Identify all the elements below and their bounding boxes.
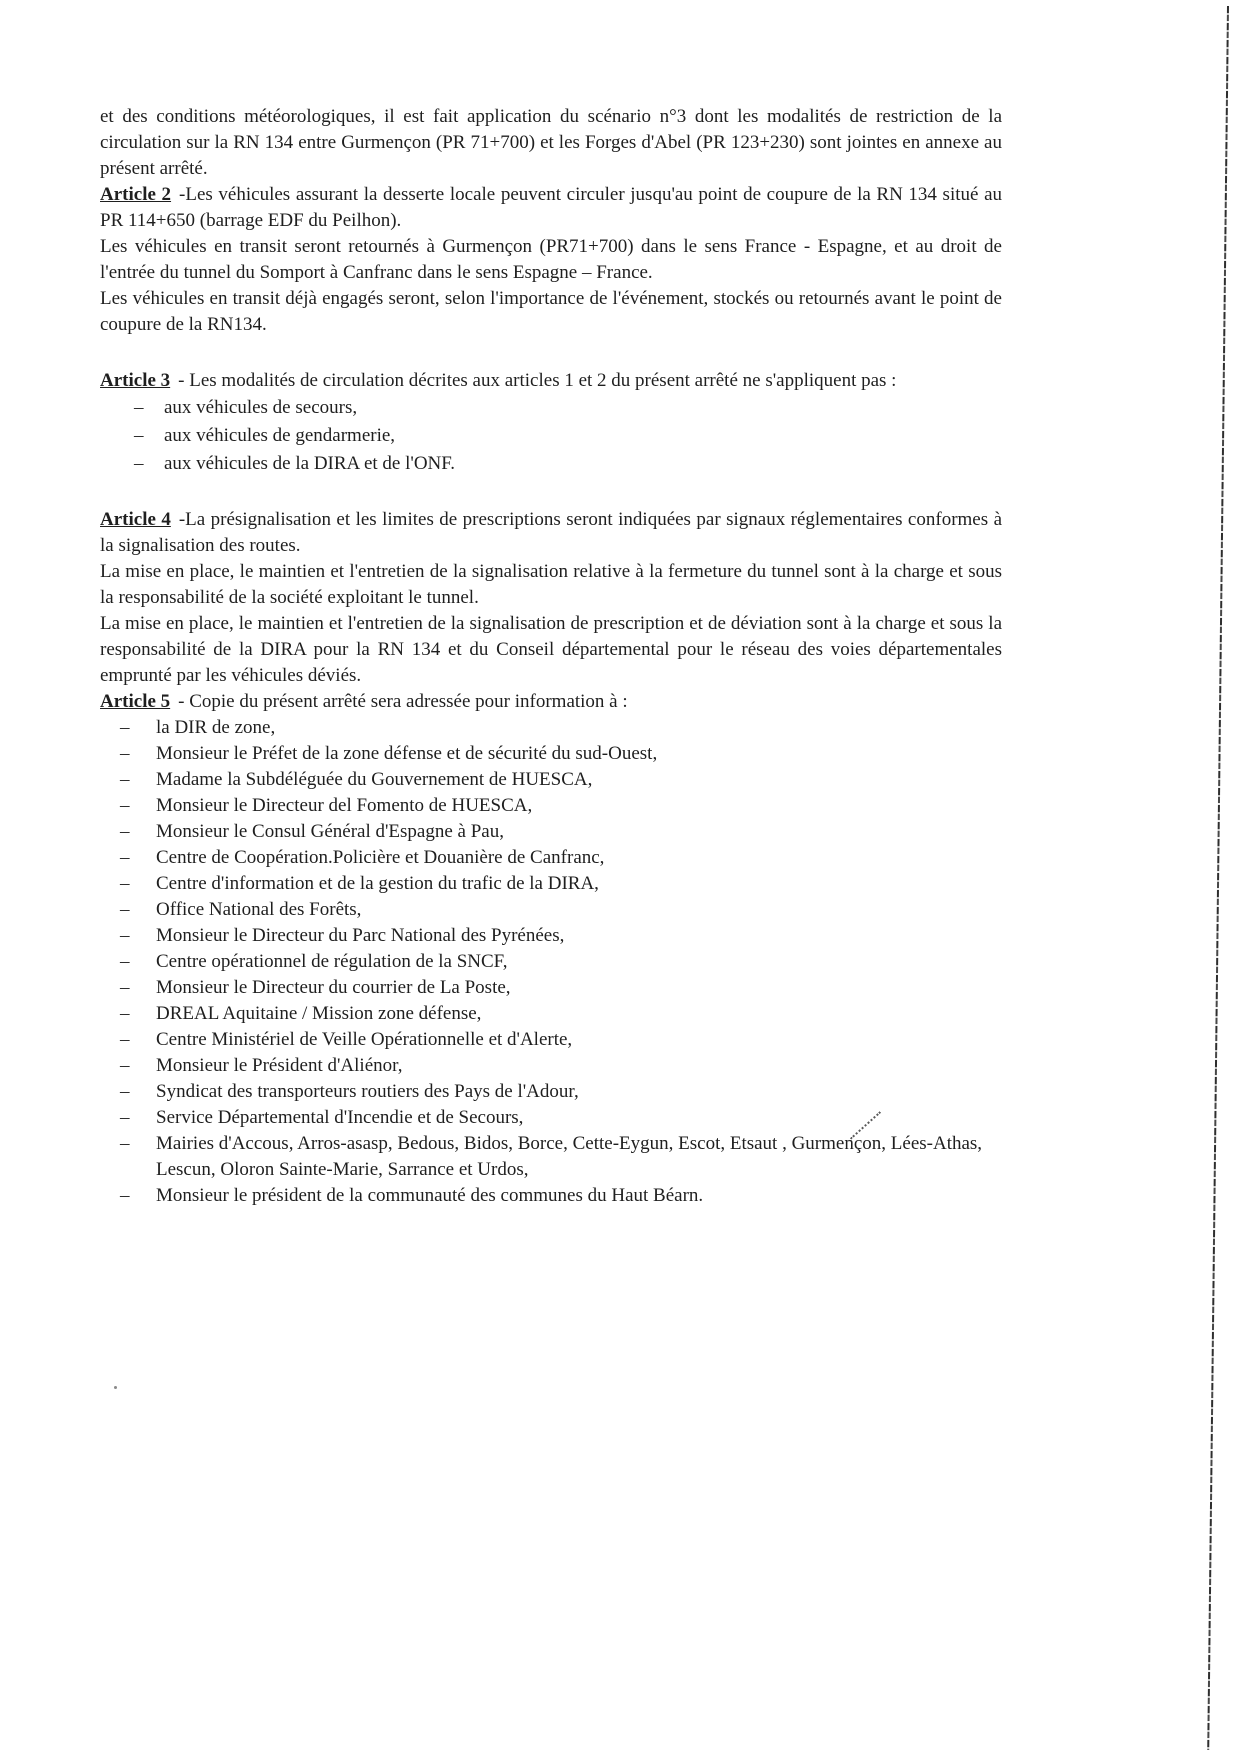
list-dash: – (120, 951, 130, 972)
scan-artifact-dot (114, 1386, 117, 1389)
list-dash: – (120, 717, 130, 738)
article-5-list (100, 715, 1002, 1209)
list-item-text: Office National des Forêts, (156, 899, 362, 920)
article-5-lead-paragraph (100, 689, 1002, 715)
list-item-text: Centre de Coopération.Policière et Douanière de Canfranc, (156, 847, 605, 868)
list-item-text: aux véhicules de gendarmerie, (164, 425, 396, 446)
list-dash: – (120, 1185, 130, 1206)
article-4-paragraph-1: La mise en place, le maintien et l'entretien de la signalisation relative à la fermeture du tunnel sont à la charge et sous la responsabilité de la société exploitant le tunnel. (100, 561, 1002, 608)
list-item (100, 741, 1002, 767)
article-2-paragraph-1: Les véhicules en transit seront retournés à Gurmençon (PR71+700) dans le sens France - Espagne, et au droit de l'entrée du tunnel du Somport à Canfranc dans le sens Espagne – France. (100, 236, 1002, 283)
article-2-section (100, 182, 1002, 338)
list-item-text: Monsieur le président de la communauté des communes du Haut Béarn. (156, 1185, 704, 1206)
list-dash: – (120, 743, 130, 764)
list-dash: – (120, 795, 130, 816)
list-item (100, 1131, 1002, 1183)
list-dash: – (134, 397, 144, 418)
list-dash: – (120, 1003, 130, 1024)
list-dash: – (120, 1107, 130, 1128)
list-dash: – (120, 977, 130, 998)
list-item-text: aux véhicules de secours, (164, 397, 358, 418)
list-dash: – (120, 925, 130, 946)
list-item (100, 1053, 1002, 1079)
article-5-lead-text: - Copie du présent arrêté sera adressée pour information à : (178, 691, 628, 712)
article-4-lead-text: -La présignalisation et les limites de prescriptions seront indiquées par signaux réglementaires conformes à la signalisation des routes. (100, 509, 1002, 556)
list-item (100, 423, 1002, 449)
list-item (100, 975, 1002, 1001)
list-item-text: Monsieur le Consul Général d'Espagne à Pau, (156, 821, 504, 842)
list-item (100, 767, 1002, 793)
list-dash: – (134, 453, 144, 474)
list-dash: – (120, 769, 130, 790)
list-item (100, 451, 1002, 477)
intro-paragraph: et des conditions météorologiques, il est fait application du scénario n°3 dont les modalités de restriction de la circulation sur la RN 134 entre Gurmençon (PR 71+700) et les Forges d'Abel (PR 123+230) sont jointes en annexe au présent arrêté. (100, 106, 1002, 179)
list-item (100, 1183, 1002, 1209)
list-item (100, 715, 1002, 741)
list-item (100, 845, 1002, 871)
list-item-text: aux véhicules de la DIRA et de l'ONF. (164, 453, 456, 474)
list-item-text: Centre Ministériel de Veille Opérationnelle et d'Alerte, (156, 1029, 573, 1050)
list-item (100, 949, 1002, 975)
list-item (100, 923, 1002, 949)
article-3-section (100, 368, 1002, 477)
list-dash: – (120, 821, 130, 842)
list-item-text: Monsieur le Préfet de la zone défense et de sécurité du sud-Ouest, (156, 743, 658, 764)
list-item (100, 395, 1002, 421)
list-item-text: Monsieur le Directeur du Parc National des Pyrénées, (156, 925, 565, 946)
list-item (100, 819, 1002, 845)
list-item-text: Syndicat des transporteurs routiers des Pays de l'Adour, (156, 1081, 579, 1102)
article-2-lead-paragraph (100, 182, 1002, 234)
article-2-heading: Article 2 (100, 184, 172, 205)
list-dash: – (120, 873, 130, 894)
list-item-text: DREAL Aquitaine / Mission zone défense, (156, 1003, 482, 1024)
list-item-text: Centre d'information et de la gestion du trafic de la DIRA, (156, 873, 599, 894)
list-dash: – (120, 1055, 130, 1076)
list-item-text: Service Départemental d'Incendie et de Secours, (156, 1107, 524, 1128)
list-item (100, 1105, 1002, 1131)
article-2-lead-text: -Les véhicules assurant la desserte locale peuvent circuler jusqu'au point de coupure de la RN 134 situé au PR 114+650 (barrage EDF du Peilhon). (100, 184, 1003, 231)
list-item-text: Centre opérationnel de régulation de la SNCF, (156, 951, 508, 972)
article-2-paragraph-2: Les véhicules en transit déjà engagés seront, selon l'importance de l'événement, stockés ou retournés avant le point de coupure de la RN134. (100, 288, 1002, 335)
list-item-text: Monsieur le Président d'Aliénor, (156, 1055, 403, 1076)
list-item (100, 793, 1002, 819)
list-dash: – (120, 899, 130, 920)
list-item-text: Monsieur le Directeur du courrier de La Poste, (156, 977, 511, 998)
article-5-section (100, 689, 1002, 1209)
list-item (100, 1079, 1002, 1105)
article-5-heading: Article 5 (100, 691, 171, 712)
list-dash: – (120, 1029, 130, 1050)
list-item-text: Madame la Subdéléguée du Gouvernement de HUESCA, (156, 769, 593, 790)
scan-artifact-vertical-line (1207, 6, 1229, 1750)
list-dash: – (120, 847, 130, 868)
article-4-section (100, 507, 1002, 689)
list-dash: – (120, 1081, 130, 1102)
list-dash: – (134, 425, 144, 446)
article-3-lead-paragraph (100, 368, 1002, 394)
article-4-lead-paragraph (100, 507, 1002, 559)
list-dash: – (120, 1133, 130, 1154)
list-item (100, 871, 1002, 897)
article-4-heading: Article 4 (100, 509, 171, 530)
list-item (100, 1001, 1002, 1027)
list-item (100, 897, 1002, 923)
article-4-paragraph-2: La mise en place, le maintien et l'entretien de la signalisation de prescription et de déviation sont à la charge et sous la responsabilité de la DIRA pour la RN 134 et du Conseil départemental pour le réseau des voies départementales emprunté par les véhicules déviés. (100, 613, 1002, 686)
list-item-text: la DIR de zone, (156, 717, 276, 738)
article-3-lead-text: - Les modalités de circulation décrites aux articles 1 et 2 du présent arrêté ne s'appliquent pas : (178, 370, 897, 391)
list-item (100, 1027, 1002, 1053)
document-body (100, 104, 1002, 1209)
article-3-list (100, 395, 1002, 477)
list-item-text: Monsieur le Directeur del Fomento de HUESCA, (156, 795, 533, 816)
article-3-heading: Article 3 (100, 370, 171, 391)
list-item-text: Mairies d'Accous, Arros-asasp, Bedous, Bidos, Borce, Cette-Eygun, Escot, Etsaut , Gurmençon, Lées-Athas, Lescun, Oloron Sainte-Marie, Sarrance et Urdos, (156, 1133, 983, 1180)
